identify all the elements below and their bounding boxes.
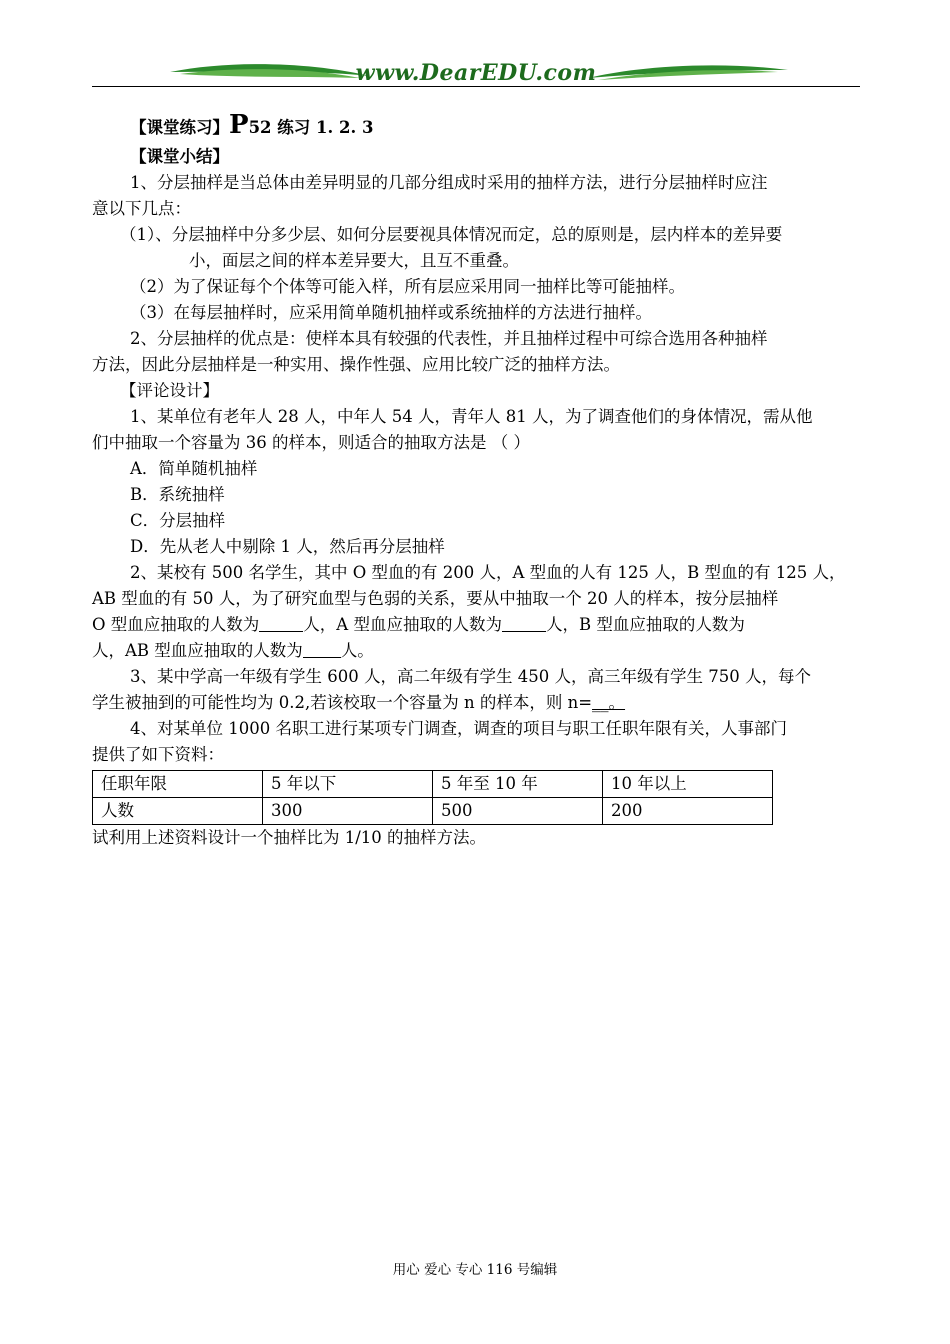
practice-page-text: 52 练习 1. 2. 3 [248,118,374,137]
table-header-cell: 10 年以上 [603,771,773,798]
table-row [93,771,773,798]
header-rule [92,86,860,87]
practice-label: 【课堂练习】 [130,118,229,137]
question2-line2: AB 型血的有 50 人，为了研究血型与色弱的关系，要从中抽取一个 20 人的样本，按分层抽样 [92,589,779,608]
answer-blank [502,613,546,632]
answer-blank [259,613,303,632]
summary-p2-line2: 方法，因此分层抽样是一种实用、操作性强、应用比较广泛的抽样方法。 [92,355,620,374]
answer-blank [303,639,341,658]
question1-option-a: A．简单随机抽样 [130,459,258,478]
table-header-cell: 任职年限 [93,771,263,798]
question2-end-text: 人。 [340,641,374,660]
summary-item2: （2）为了保证每个个体等可能入样，所有层应采用同一抽样比等可能抽样。 [130,277,685,296]
question1-option-d: D．先从老人中剔除 1 人，然后再分层抽样 [130,537,445,556]
site-logo-text: www.DearEDU.com [355,60,597,86]
page-footer: 用心 爱心 专心 116 号编辑 [392,1262,558,1278]
question4-line1: 4、对某单位 1000 名职工进行某项专门调查，调查的项目与职工任职年限有关，人事部门 [130,719,787,738]
question1-option-b: B．系统抽样 [130,485,225,504]
table-cell: 300 [263,798,433,825]
question2-o-type-text: O 型血应抽取的人数为 [92,615,260,634]
question3-line1: 3、某中学高一年级有学生 600 人，高二年级有学生 450 人，高三年级有学生 750 人，每个 [130,667,811,686]
summary-item3: （3）在每层抽样时，应采用简单随机抽样或系统抽样的方法进行抽样。 [130,303,652,322]
question3-line2 [92,690,862,716]
question2-line4 [92,638,862,664]
table-cell: 500 [433,798,603,825]
document-body [92,112,862,851]
question1-line2: 们中抽取一个容量为 36 的样本，则适合的抽取方法是 （ ） [92,433,530,452]
practice-page-letter: P [229,110,249,140]
question2-line3 [92,612,862,638]
practice-line [92,112,862,144]
summary-item1-line1: （1）、分层抽样中分多少层、如何分层要视具体情况而定，总的原则是，层内样本的差异要 [120,225,783,244]
question2-a-type-text: 人，A 型血应抽取的人数为 [303,615,502,634]
question2-ab-type-text: 人，AB 型血应抽取的人数为 [92,641,303,660]
table-cell: 人数 [93,798,263,825]
table-header-cell: 5 年至 10 年 [433,771,603,798]
question2-b-type-text: 人，B 型血应抽取的人数为 [545,615,745,634]
design-heading: 【评论设计】 [120,381,219,400]
question4-line3: 试利用上述资料设计一个抽样比为 1/10 的抽样方法。 [92,828,487,847]
question3-text: 学生被抽到的可能性均为 0.2,若该校取一个容量为 n 的样本，则 n= [92,693,593,712]
summary-item1-line2: 小，面层之间的样本差异要大，且互不重叠。 [189,251,519,270]
table-header-cell: 5 年以下 [263,771,433,798]
question3-blank: __。 [592,693,626,712]
table-cell: 200 [603,798,773,825]
summary-p2-line1: 2、分层抽样的优点是：使样本具有较强的代表性，并且抽样过程中可综合选用各种抽样 [130,329,768,348]
summary-heading: 【课堂小结】 [130,147,229,166]
question1-line1: 1、某单位有老年人 28 人，中年人 54 人，青年人 81 人，为了调查他们的身体情况，需从他 [130,407,813,426]
table-row [93,798,773,825]
question1-option-c: C．分层抽样 [130,511,226,530]
summary-p1-line2: 意以下几点： [92,199,191,218]
question2-line1: 2、某校有 500 名学生，其中 O 型血的有 200 人，A 型血的人有 125 人，B 型血的有 125 人， [130,563,846,582]
header-banner [92,58,860,94]
summary-p1-line1: 1、分层抽样是当总体由差异明显的几部分组成时采用的抽样方法，进行分层抽样时应注 [130,173,768,192]
question4-line2: 提供了如下资料： [92,745,224,764]
tenure-table [92,770,773,825]
